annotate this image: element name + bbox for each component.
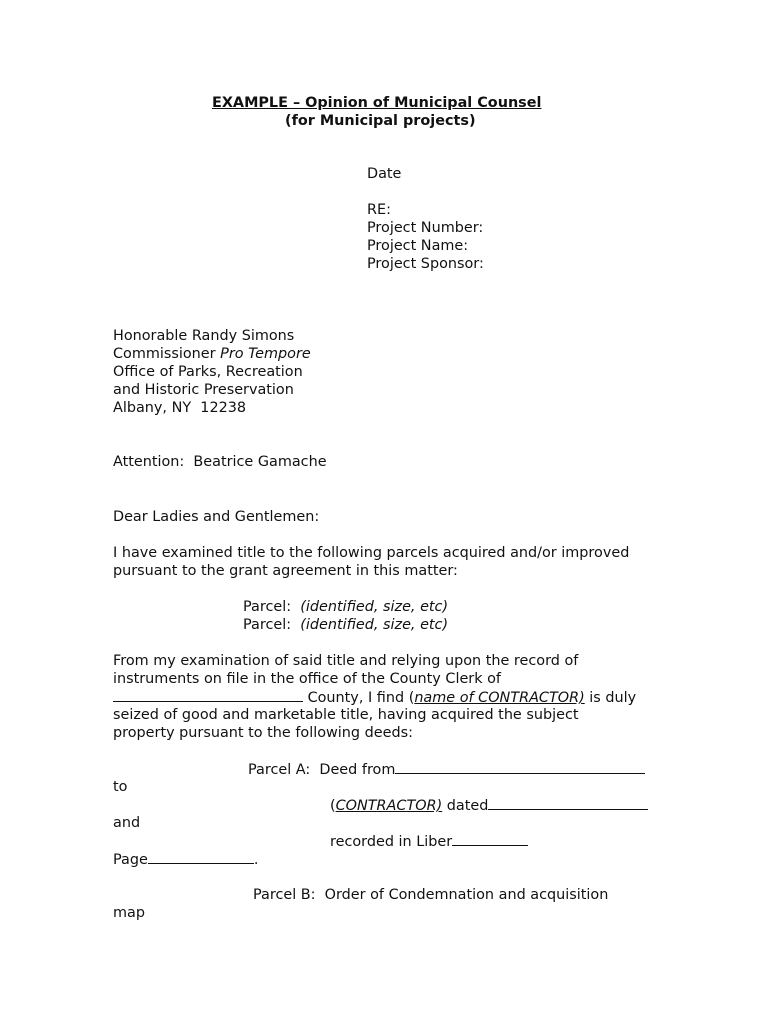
parcel-a-and: and	[113, 815, 141, 831]
page-blank[interactable]	[148, 850, 254, 864]
paragraph2-line3	[113, 688, 636, 707]
paragraph1-line2: pursuant to the grant agreement in this matter:	[113, 563, 458, 579]
parcel-line	[243, 616, 448, 634]
addressee-office-line1: Office of Parks, Recreation	[113, 364, 303, 380]
parcel-a-to: to	[113, 779, 128, 795]
paragraph2-line3-b: is duly	[584, 690, 637, 706]
parcel-label: Parcel:	[243, 617, 301, 633]
paragraph2-line3-a: County, I find (	[303, 690, 415, 706]
parcel-label: Parcel:	[243, 599, 301, 615]
parcel-a-recorded-line	[330, 832, 528, 851]
project-name-label: Project Name:	[367, 238, 469, 254]
parcel-detail: (identified, size, etc)	[300, 617, 449, 633]
addressee-office-line2: and Historic Preservation	[113, 382, 294, 398]
salutation: Dear Ladies and Gentlemen:	[113, 509, 320, 525]
parcel-detail: (identified, size, etc)	[300, 599, 449, 615]
page-end: .	[253, 852, 259, 868]
paragraph1-line1: I have examined title to the following parcels acquired and/or improved	[113, 545, 630, 561]
liber-blank[interactable]	[452, 832, 528, 846]
re-label: RE:	[367, 202, 391, 218]
addressee-name: Honorable Randy Simons	[113, 328, 295, 344]
deed-from-blank[interactable]	[395, 760, 645, 774]
paragraph2-line4: seized of good and marketable title, having acquired the subject	[113, 707, 579, 723]
addressee-title-italic: Pro Tempore	[220, 346, 311, 362]
parcel-a-contractor-line	[330, 796, 648, 815]
addressee-title-prefix: Commissioner	[113, 346, 221, 362]
project-number-label: Project Number:	[367, 220, 484, 236]
paragraph2-line1: From my examination of said title and relying upon the record of	[113, 653, 579, 669]
paragraph2-line2: instruments on file in the office of the County Clerk of	[113, 671, 501, 687]
parcel-b-label: Parcel B: Order of Condemnation and acquisition	[253, 887, 609, 903]
contractor-name-placeholder: name of CONTRACTOR)	[414, 690, 585, 706]
dated-blank[interactable]	[488, 796, 648, 810]
parcel-line	[243, 598, 448, 616]
attention-line: Attention: Beatrice Gamache	[113, 454, 327, 470]
county-blank[interactable]	[113, 688, 303, 702]
contractor-placeholder: CONTRACTOR)	[335, 798, 443, 814]
contractor-open-paren: (	[330, 798, 336, 814]
parcel-a-line	[248, 760, 645, 779]
date-label: Date	[367, 166, 402, 182]
addressee-city: Albany, NY 12238	[113, 400, 247, 416]
recorded-label: recorded in Liber	[330, 834, 453, 850]
page-label: Page	[113, 852, 148, 868]
document-subtitle: (for Municipal projects)	[285, 113, 476, 129]
document-title: EXAMPLE – Opinion of Municipal Counsel	[212, 95, 542, 111]
dated-label: dated	[442, 798, 489, 814]
parcel-a-label: Parcel A: Deed from	[248, 762, 396, 778]
addressee-title	[113, 345, 311, 363]
parcel-a-page-line	[113, 850, 258, 869]
parcel-b-cont: map	[113, 905, 145, 921]
project-sponsor-label: Project Sponsor:	[367, 256, 484, 272]
paragraph2-line5: property pursuant to the following deeds:	[113, 725, 413, 741]
